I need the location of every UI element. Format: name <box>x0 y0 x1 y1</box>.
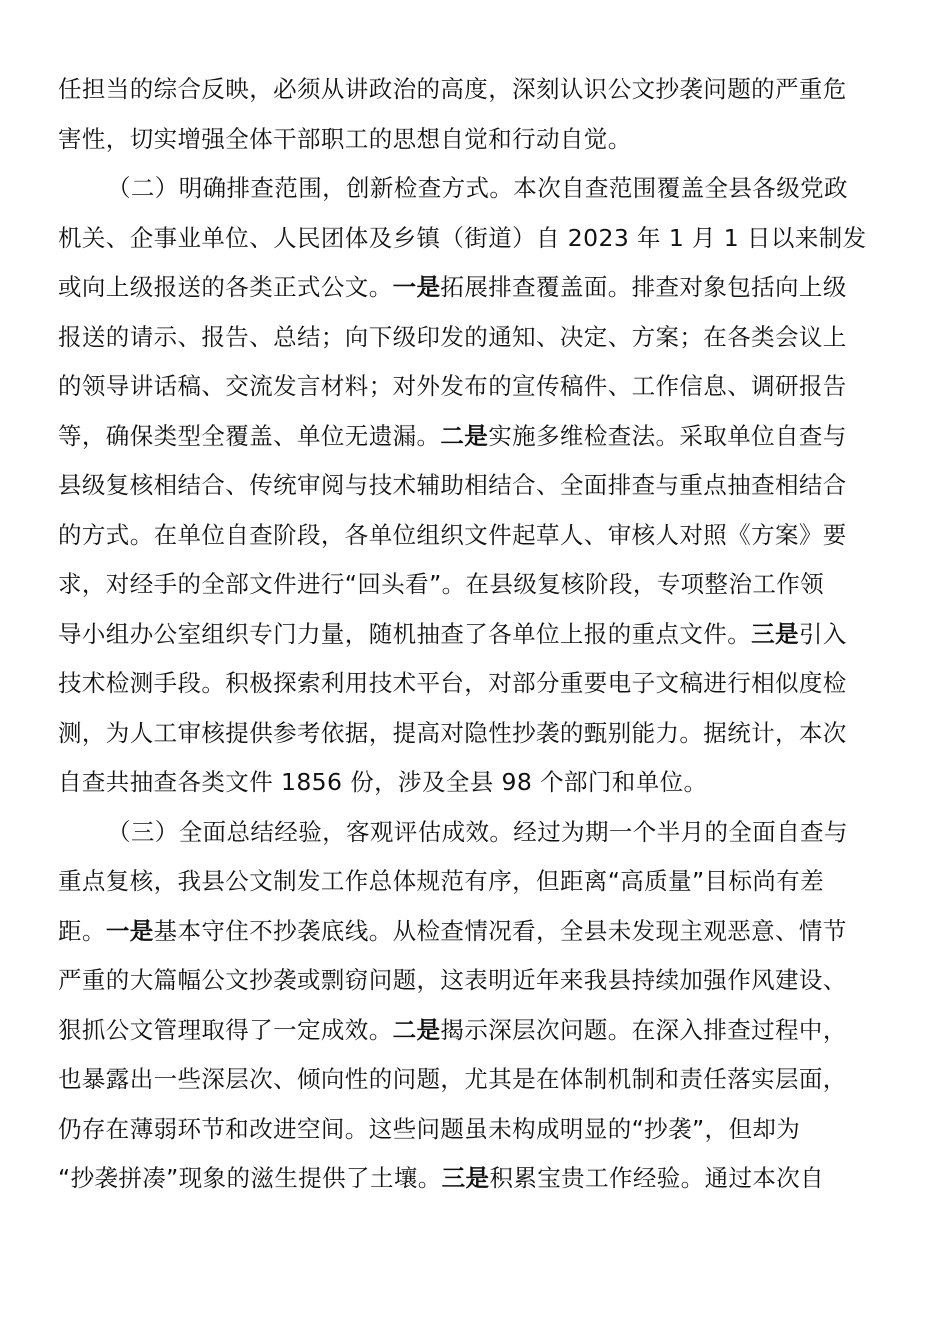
body-text: 重点复核，我县公文制发工作总体规范有序，但距离“高质量”目标尚有差 <box>58 867 825 895</box>
body-text: 任担当的综合反映，必须从讲政治的高度，深刻认识公文抄袭问题的严重危 <box>58 75 847 103</box>
body-text: 县级复核相结合、传统审阅与技术辅助相结合、全面排查与重点抽查相结合 <box>58 471 847 499</box>
body-text: 求，对经手的全部文件进行“回头看”。在县级复核阶段，专项整治工作领 <box>58 570 825 598</box>
body-text: 技术检测手段。积极探索利用技术平台，对部分重要电子文稿进行相似度检 <box>58 669 847 697</box>
body-text: 自查共抽查各类文件 1856 份，涉及全县 98 个部门和单位。 <box>58 768 708 796</box>
text-line <box>58 560 898 610</box>
body-text: 等，确保类型全覆盖、单位无遗漏。 <box>58 421 441 450</box>
body-text: 揭示深层次问题。在深入排查过程中， <box>440 1015 847 1044</box>
text-line <box>58 461 898 511</box>
body-text: “抄袭拼凑”现象的滋生提供了土壤。 <box>58 1164 442 1192</box>
body-text: 实施多维检查法。采取单位自查与 <box>488 421 847 450</box>
text-line <box>58 808 898 858</box>
bold-marker-text: 二是 <box>440 421 489 450</box>
body-text: 的领导讲话稿、交流发言材料；对外发布的宣传稿件、工作信息、调研报告 <box>58 372 847 400</box>
bold-marker-text: 三是 <box>441 1164 490 1192</box>
text-line <box>58 758 898 808</box>
body-text: 仍存在薄弱环节和改进空间。这些问题虽未构成明显的“抄袭”，但却为 <box>58 1114 801 1143</box>
body-text: 也暴露出一些深层次、倾向性的问题，尤其是在体制机制和责任落实层面， <box>58 1065 847 1093</box>
text-line <box>58 164 898 214</box>
text-line <box>58 1006 898 1056</box>
text-line <box>58 1055 898 1105</box>
body-text: 测，为人工审核提供参考依据，提高对隐性抄袭的甄别能力。据统计，本次 <box>58 718 847 747</box>
body-text: 或向上级报送的各类正式公文。 <box>58 273 393 301</box>
text-line <box>58 115 898 165</box>
text-line <box>58 511 898 561</box>
text-line <box>58 1154 898 1204</box>
body-text: 导小组办公室组织专门力量，随机抽查了各单位上报的重点文件。 <box>58 619 752 648</box>
bold-marker-text: 三是 <box>751 619 799 648</box>
body-text: 的方式。在单位自查阶段，各单位组织文件起草人、审核人对照《方案》要 <box>58 520 847 549</box>
body-text: 机关、企事业单位、人民团体及乡镇（街道）自 2023 年 1 月 1 日以来制发 <box>58 223 867 252</box>
body-text: 狠抓公文管理取得了一定成效。 <box>58 1015 393 1044</box>
body-text: 积累宝贵工作经验。通过本次自 <box>489 1164 825 1192</box>
body-text: 引入 <box>798 619 847 648</box>
body-text: 报送的请示、报告、总结；向下级印发的通知、决定、方案；在各类会议上 <box>58 322 847 351</box>
text-line <box>58 313 898 363</box>
text-line <box>58 659 898 709</box>
body-text: 距。 <box>58 916 106 945</box>
text-line <box>58 1105 898 1155</box>
body-text: 拓展排查覆盖面。排查对象包括向上级 <box>440 273 847 301</box>
text-line <box>58 956 898 1006</box>
text-line <box>58 214 898 264</box>
text-line <box>58 362 898 412</box>
text-line <box>58 907 898 957</box>
body-text: （二）明确排查范围，创新检查方式。本次自查范围覆盖全县各级党政 <box>107 174 848 202</box>
body-text: 严重的大篇幅公文抄袭或剽窃问题，这表明近年来我县持续加强作风建设、 <box>58 966 847 994</box>
document-page <box>58 65 898 1204</box>
text-line <box>58 65 898 115</box>
bold-marker-text: 一是 <box>105 916 154 945</box>
body-text: 基本守住不抄袭底线。从检查情况看，全县未发现主观恶意、情节 <box>153 916 847 945</box>
body-text: 害性，切实增强全体干部职工的思想自觉和行动自觉。 <box>58 124 632 153</box>
text-line <box>58 263 898 313</box>
text-line <box>58 610 898 660</box>
body-text: （三）全面总结经验，客观评估成效。经过为期一个半月的全面自查与 <box>107 817 848 846</box>
text-line <box>58 412 898 462</box>
bold-marker-text: 一是 <box>392 273 441 301</box>
bold-marker-text: 二是 <box>392 1015 441 1044</box>
text-line <box>58 709 898 759</box>
text-line <box>58 857 898 907</box>
